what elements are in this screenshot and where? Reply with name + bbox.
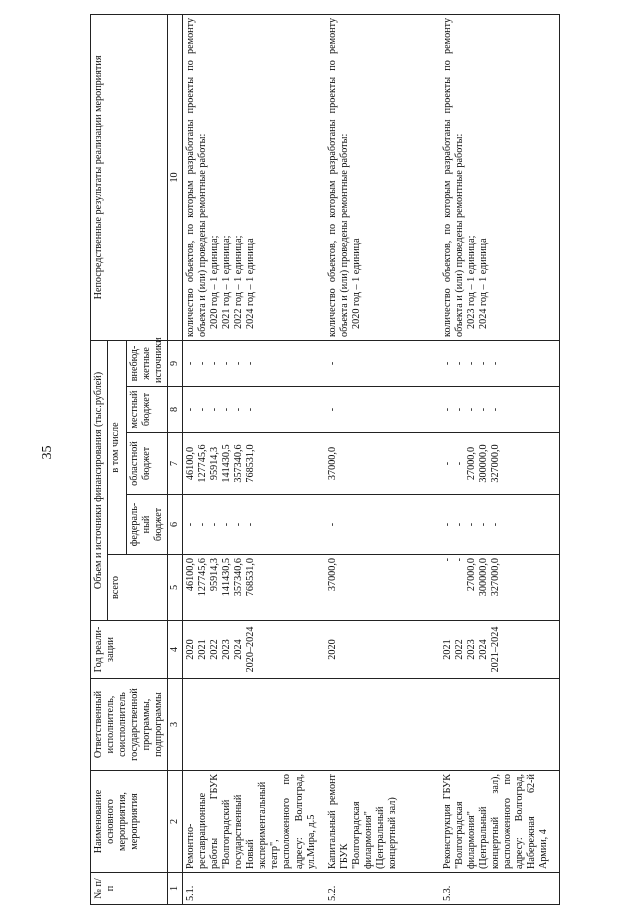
regional-value: 768531,0	[245, 444, 257, 483]
federal-value: -	[453, 522, 465, 527]
result-item: 2022 год – 1 единица;	[233, 235, 245, 329]
local-value: -	[465, 407, 477, 412]
federal-value: -	[233, 522, 245, 527]
responsible-cell	[325, 679, 440, 771]
total-value: 37000,0	[326, 558, 338, 592]
col-number: 2	[168, 771, 183, 873]
years-value: 2021	[197, 639, 209, 660]
local-value: -	[245, 407, 257, 412]
header-total: всего	[108, 555, 168, 621]
local-value: -	[209, 407, 221, 412]
regional-value: 300000,0	[477, 444, 489, 483]
financing-table	[90, 14, 560, 905]
extra-value: -	[477, 361, 489, 366]
col-number: 7	[168, 433, 183, 495]
row-number: 5.1.	[183, 873, 325, 905]
extra-value: -	[233, 361, 245, 366]
responsible-cell	[440, 679, 560, 771]
col-number: 4	[168, 621, 183, 679]
local-value: -	[185, 407, 197, 412]
extra-value: -	[197, 361, 209, 366]
row-number: 5.3.	[440, 873, 560, 905]
extra-value: -	[185, 361, 197, 366]
extra-cell	[325, 340, 440, 386]
regional-value: 327000,0	[489, 444, 501, 483]
header-responsible: Ответственный исполнитель, соисполнитель государственной программы, подпрограммы	[91, 679, 168, 771]
header-local: местный бюджет	[127, 387, 168, 433]
years-cell	[183, 621, 325, 679]
header-num: № п/п	[91, 873, 168, 905]
result-text: количество объектов, по которым разработаны проекты по ремонту объекта и (или) проведены ремонтные работы:	[326, 17, 350, 337]
years-value: 2022	[453, 639, 465, 660]
table-row	[440, 14, 560, 904]
federal-value: -	[221, 522, 233, 527]
extra-value: -	[245, 361, 257, 366]
regional-value: 357340,6	[233, 444, 245, 483]
federal-cell	[325, 495, 440, 555]
total-value: 46100,0	[185, 558, 197, 592]
years-value: 2024	[233, 639, 245, 660]
years-value: 2024	[477, 639, 489, 660]
regional-value: 37000,0	[326, 446, 338, 481]
measure-name: Капитальный ремонт ГБУК "Волгоградская филармония" (Центральный концертный зал)	[325, 771, 440, 873]
years-value: 2020–2024	[245, 626, 257, 673]
total-value: 27000,0	[465, 558, 477, 592]
result-cell	[183, 14, 325, 340]
total-value: 95914,3	[209, 558, 221, 592]
responsible-cell	[183, 679, 325, 771]
federal-value: -	[326, 522, 338, 527]
local-value: -	[197, 407, 209, 412]
measure-name: Ремонтно-реставрационные работы ГБУК "Волгоградский государственный Новый экспериментальный театр", расположенного по адресу: Волгоград, ул.Мира, д.5	[183, 771, 325, 873]
total-value: -	[441, 558, 453, 562]
extra-cell	[183, 340, 325, 386]
federal-cell	[183, 495, 325, 555]
total-cell	[183, 555, 325, 621]
result-item: 2024 год – 1 единица	[477, 238, 489, 329]
table-row	[325, 14, 440, 904]
col-number: 9	[168, 340, 183, 386]
total-value: 357340,6	[233, 558, 245, 597]
regional-cell	[183, 433, 325, 495]
local-value: -	[326, 407, 338, 412]
federal-value: -	[441, 522, 453, 527]
local-value: -	[233, 407, 245, 412]
extra-cell	[440, 340, 560, 386]
total-value: 300000,0	[477, 558, 489, 597]
header-including: в том числе	[108, 340, 127, 554]
years-value: 2021–2024	[489, 626, 501, 673]
result-text: количество объектов, по которым разработаны проекты по ремонту объекта и (или) проведены ремонтные работы:	[185, 17, 209, 337]
total-value: 768531,0	[245, 558, 257, 597]
federal-value: -	[245, 522, 257, 527]
measure-name: Реконструкция ГБУК "Волгоградская филармония" (Центральный концертный зал), расположенного по адресу: Волгоград, Набережная 62-й Армии, 4	[440, 771, 560, 873]
years-value: 2023	[465, 639, 477, 660]
years-value: 2022	[209, 639, 221, 660]
extra-value: -	[326, 361, 338, 366]
years-value: 2020	[326, 639, 338, 660]
table-body	[183, 14, 560, 904]
total-value: -	[453, 558, 465, 562]
extra-value: -	[489, 361, 501, 366]
header-results: Непосредственные результаты реализации мероприятия	[91, 14, 168, 340]
regional-value: 141430,5	[221, 444, 233, 483]
federal-value: -	[477, 522, 489, 527]
years-cell	[440, 621, 560, 679]
result-cell	[440, 14, 560, 340]
local-value: -	[441, 407, 453, 412]
row-number: 5.2.	[325, 873, 440, 905]
result-cell	[325, 14, 440, 340]
regional-cell	[440, 433, 560, 495]
local-cell	[183, 387, 325, 433]
col-number: 8	[168, 387, 183, 433]
federal-value: -	[185, 522, 197, 527]
regional-value: 46100,0	[185, 446, 197, 481]
local-cell	[440, 387, 560, 433]
federal-value: -	[197, 522, 209, 527]
federal-value: -	[465, 522, 477, 527]
regional-value: 127745,6	[197, 444, 209, 483]
regional-value: -	[453, 461, 465, 466]
local-cell	[325, 387, 440, 433]
header-federal: федераль-ный бюджет	[127, 495, 168, 555]
total-value: 327000,0	[489, 558, 501, 597]
regional-value: 27000,0	[465, 446, 477, 481]
regional-value: -	[441, 461, 453, 466]
regional-cell	[325, 433, 440, 495]
col-number: 6	[168, 495, 183, 555]
years-cell	[325, 621, 440, 679]
result-item: 2024 год – 1 единица	[245, 238, 257, 329]
col-number: 10	[168, 14, 183, 340]
page-number: 35	[40, 445, 55, 460]
result-item: 2023 год – 1 единица;	[465, 235, 477, 329]
header-year: Год реали-зации	[91, 621, 168, 679]
header-financing: Объем и источники финансирования (тыс.рублей)	[91, 340, 108, 620]
header-extra: внебюд-жетные источники	[127, 340, 168, 386]
total-cell	[440, 555, 560, 621]
header-regional: областной бюджет	[127, 433, 168, 495]
total-value: 127745,6	[197, 558, 209, 597]
extra-value: -	[209, 361, 221, 366]
regional-value: 95914,3	[209, 446, 221, 481]
extra-value: -	[441, 361, 453, 366]
years-value: 2021	[441, 639, 453, 660]
col-number: 1	[168, 873, 183, 905]
result-item: 2021 год – 1 единица;	[221, 235, 233, 329]
federal-value: -	[489, 522, 501, 527]
local-value: -	[453, 407, 465, 412]
federal-cell	[440, 495, 560, 555]
years-value: 2020	[185, 639, 197, 660]
total-value: 141430,5	[221, 558, 233, 597]
extra-value: -	[465, 361, 477, 366]
total-cell	[325, 555, 440, 621]
header-name: Наименование основного мероприятия, мероприятия	[91, 771, 168, 873]
federal-value: -	[209, 522, 221, 527]
years-value: 2023	[221, 639, 233, 660]
result-text: количество объектов, по которым разработаны проекты по ремонту объекта и (или) проведены ремонтные работы:	[441, 17, 465, 337]
col-number: 5	[168, 555, 183, 621]
result-item: 2020 год – 1 единица;	[209, 235, 221, 329]
local-value: -	[221, 407, 233, 412]
result-item: 2020 год – 1 единица	[350, 238, 362, 329]
local-value: -	[489, 407, 501, 412]
extra-value: -	[221, 361, 233, 366]
local-value: -	[477, 407, 489, 412]
col-number: 3	[168, 679, 183, 771]
extra-value: -	[453, 361, 465, 366]
table-row	[183, 14, 325, 904]
